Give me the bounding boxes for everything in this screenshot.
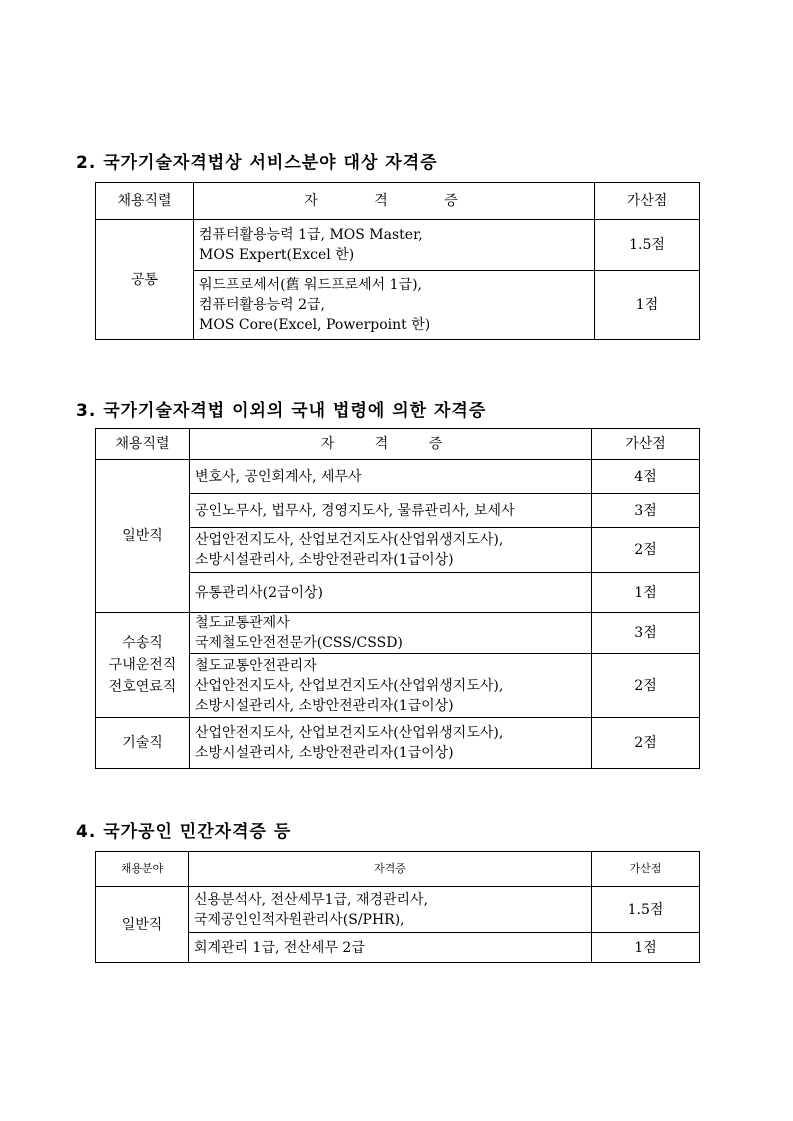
certificate-line: 컴퓨터활용능력 2급, bbox=[199, 297, 325, 313]
certificate-line: 국제철도안전전문가(CSS/CSSD) bbox=[195, 635, 403, 651]
group-name-line: 기술직 bbox=[122, 735, 163, 751]
certificate-cell bbox=[189, 887, 592, 933]
certificate-cell bbox=[190, 494, 592, 528]
header-job-series: 채용직렬 bbox=[96, 429, 190, 460]
certificate-line: 국제공인인적자원관리사(S/PHR), bbox=[194, 911, 405, 928]
certificate-cell bbox=[194, 271, 595, 340]
section-3-table bbox=[95, 428, 700, 769]
certificate-line: 소방시설관리사, 소방안전관리자(1급이상) bbox=[195, 552, 454, 568]
section-4-table bbox=[95, 851, 700, 963]
header-field: 채용분야 bbox=[96, 852, 189, 887]
points-cell: 3점 bbox=[592, 613, 700, 654]
certificate-cell bbox=[190, 460, 592, 494]
certificate-cell bbox=[190, 654, 592, 718]
certificate-line: 회계관리 1급, 전산세무 2급 bbox=[194, 939, 365, 956]
group-name: 공통 bbox=[96, 220, 194, 340]
points-cell: 1점 bbox=[592, 573, 700, 613]
certificate-cell bbox=[190, 718, 592, 769]
certificate-line: MOS Core(Excel, Powerpoint 한) bbox=[199, 317, 431, 333]
table-row bbox=[96, 718, 700, 769]
header-certificate-label: 자 격 증 bbox=[304, 193, 484, 209]
table-row bbox=[96, 460, 700, 494]
certificate-line: 신용분석사, 전산세무1급, 재경관리사, bbox=[194, 891, 429, 908]
points-cell: 3점 bbox=[592, 494, 700, 528]
section-3-title: 3. 국가기술자격법 이외의 국내 법령에 의한 자격증 bbox=[76, 401, 487, 421]
certificate-line: 워드프로세서(舊 워드프로세서 1급), bbox=[199, 277, 422, 293]
certificate-line: 철도교통안전관리자 bbox=[195, 657, 317, 674]
header-bonus-points: 가산점 bbox=[595, 183, 700, 220]
certificate-cell bbox=[190, 528, 592, 573]
certificate-line: 컴퓨터활용능력 1급, MOS Master, bbox=[199, 227, 423, 243]
certificate-line: 변호사, 공인회계사, 세무사 bbox=[195, 468, 362, 485]
certificate-line: 소방시설관리사, 소방안전관리자(1급이상) bbox=[195, 745, 454, 761]
header-bonus-points: 가산점 bbox=[592, 429, 700, 460]
group-name-line: 일반직 bbox=[122, 528, 163, 544]
group-name bbox=[96, 718, 190, 769]
group-name: 일반직 bbox=[96, 887, 189, 963]
section-2-title: 2. 국가기술자격법상 서비스분야 대상 자격증 bbox=[76, 153, 438, 173]
points-cell: 2점 bbox=[592, 528, 700, 573]
table-row bbox=[96, 220, 700, 271]
header-certificate bbox=[190, 429, 592, 460]
points-cell: 2점 bbox=[592, 654, 700, 718]
points-cell: 1점 bbox=[595, 271, 700, 340]
certificate-line: 철도교통관제사 bbox=[195, 615, 290, 631]
certificate-cell bbox=[190, 613, 592, 654]
certificate-cell bbox=[189, 933, 592, 963]
group-name bbox=[96, 460, 190, 613]
group-name-line: 구내운전직 bbox=[108, 657, 177, 673]
certificate-cell bbox=[190, 573, 592, 613]
group-name-line: 전호연료직 bbox=[108, 679, 177, 695]
table-row bbox=[96, 613, 700, 654]
table-row bbox=[96, 887, 700, 933]
points-cell: 1.5점 bbox=[592, 887, 700, 933]
certificate-line: 산업안전지도사, 산업보건지도사(산업위생지도사), bbox=[195, 725, 504, 741]
points-cell: 2점 bbox=[592, 718, 700, 769]
group-name-line: 수송직 bbox=[122, 635, 163, 651]
certificate-line: 유통관리사(2급이상) bbox=[195, 584, 324, 601]
header-job-series: 채용직렬 bbox=[96, 183, 194, 220]
certificate-line: 산업안전지도사, 산업보건지도사(산업위생지도사), bbox=[195, 532, 504, 548]
points-cell: 1점 bbox=[592, 933, 700, 963]
certificate-line: MOS Expert(Excel 한) bbox=[199, 247, 355, 263]
header-certificate-label: 자 격 증 bbox=[320, 436, 461, 452]
section-4-title: 4. 국가공인 민간자격증 등 bbox=[76, 822, 292, 842]
points-cell: 4점 bbox=[592, 460, 700, 494]
header-bonus-points: 가산점 bbox=[592, 852, 700, 887]
certificate-line: 산업안전지도사, 산업보건지도사(산업위생지도사), bbox=[195, 677, 504, 694]
certificate-line: 소방시설관리사, 소방안전관리자(1급이상) bbox=[195, 697, 454, 714]
section-2-table bbox=[95, 182, 700, 340]
certificate-cell bbox=[194, 220, 595, 271]
certificate-line: 공인노무사, 법무사, 경영지도사, 물류관리사, 보세사 bbox=[195, 502, 515, 519]
header-certificate: 자격증 bbox=[189, 852, 592, 887]
points-cell: 1.5점 bbox=[595, 220, 700, 271]
header-certificate bbox=[194, 183, 595, 220]
group-name bbox=[96, 613, 190, 718]
